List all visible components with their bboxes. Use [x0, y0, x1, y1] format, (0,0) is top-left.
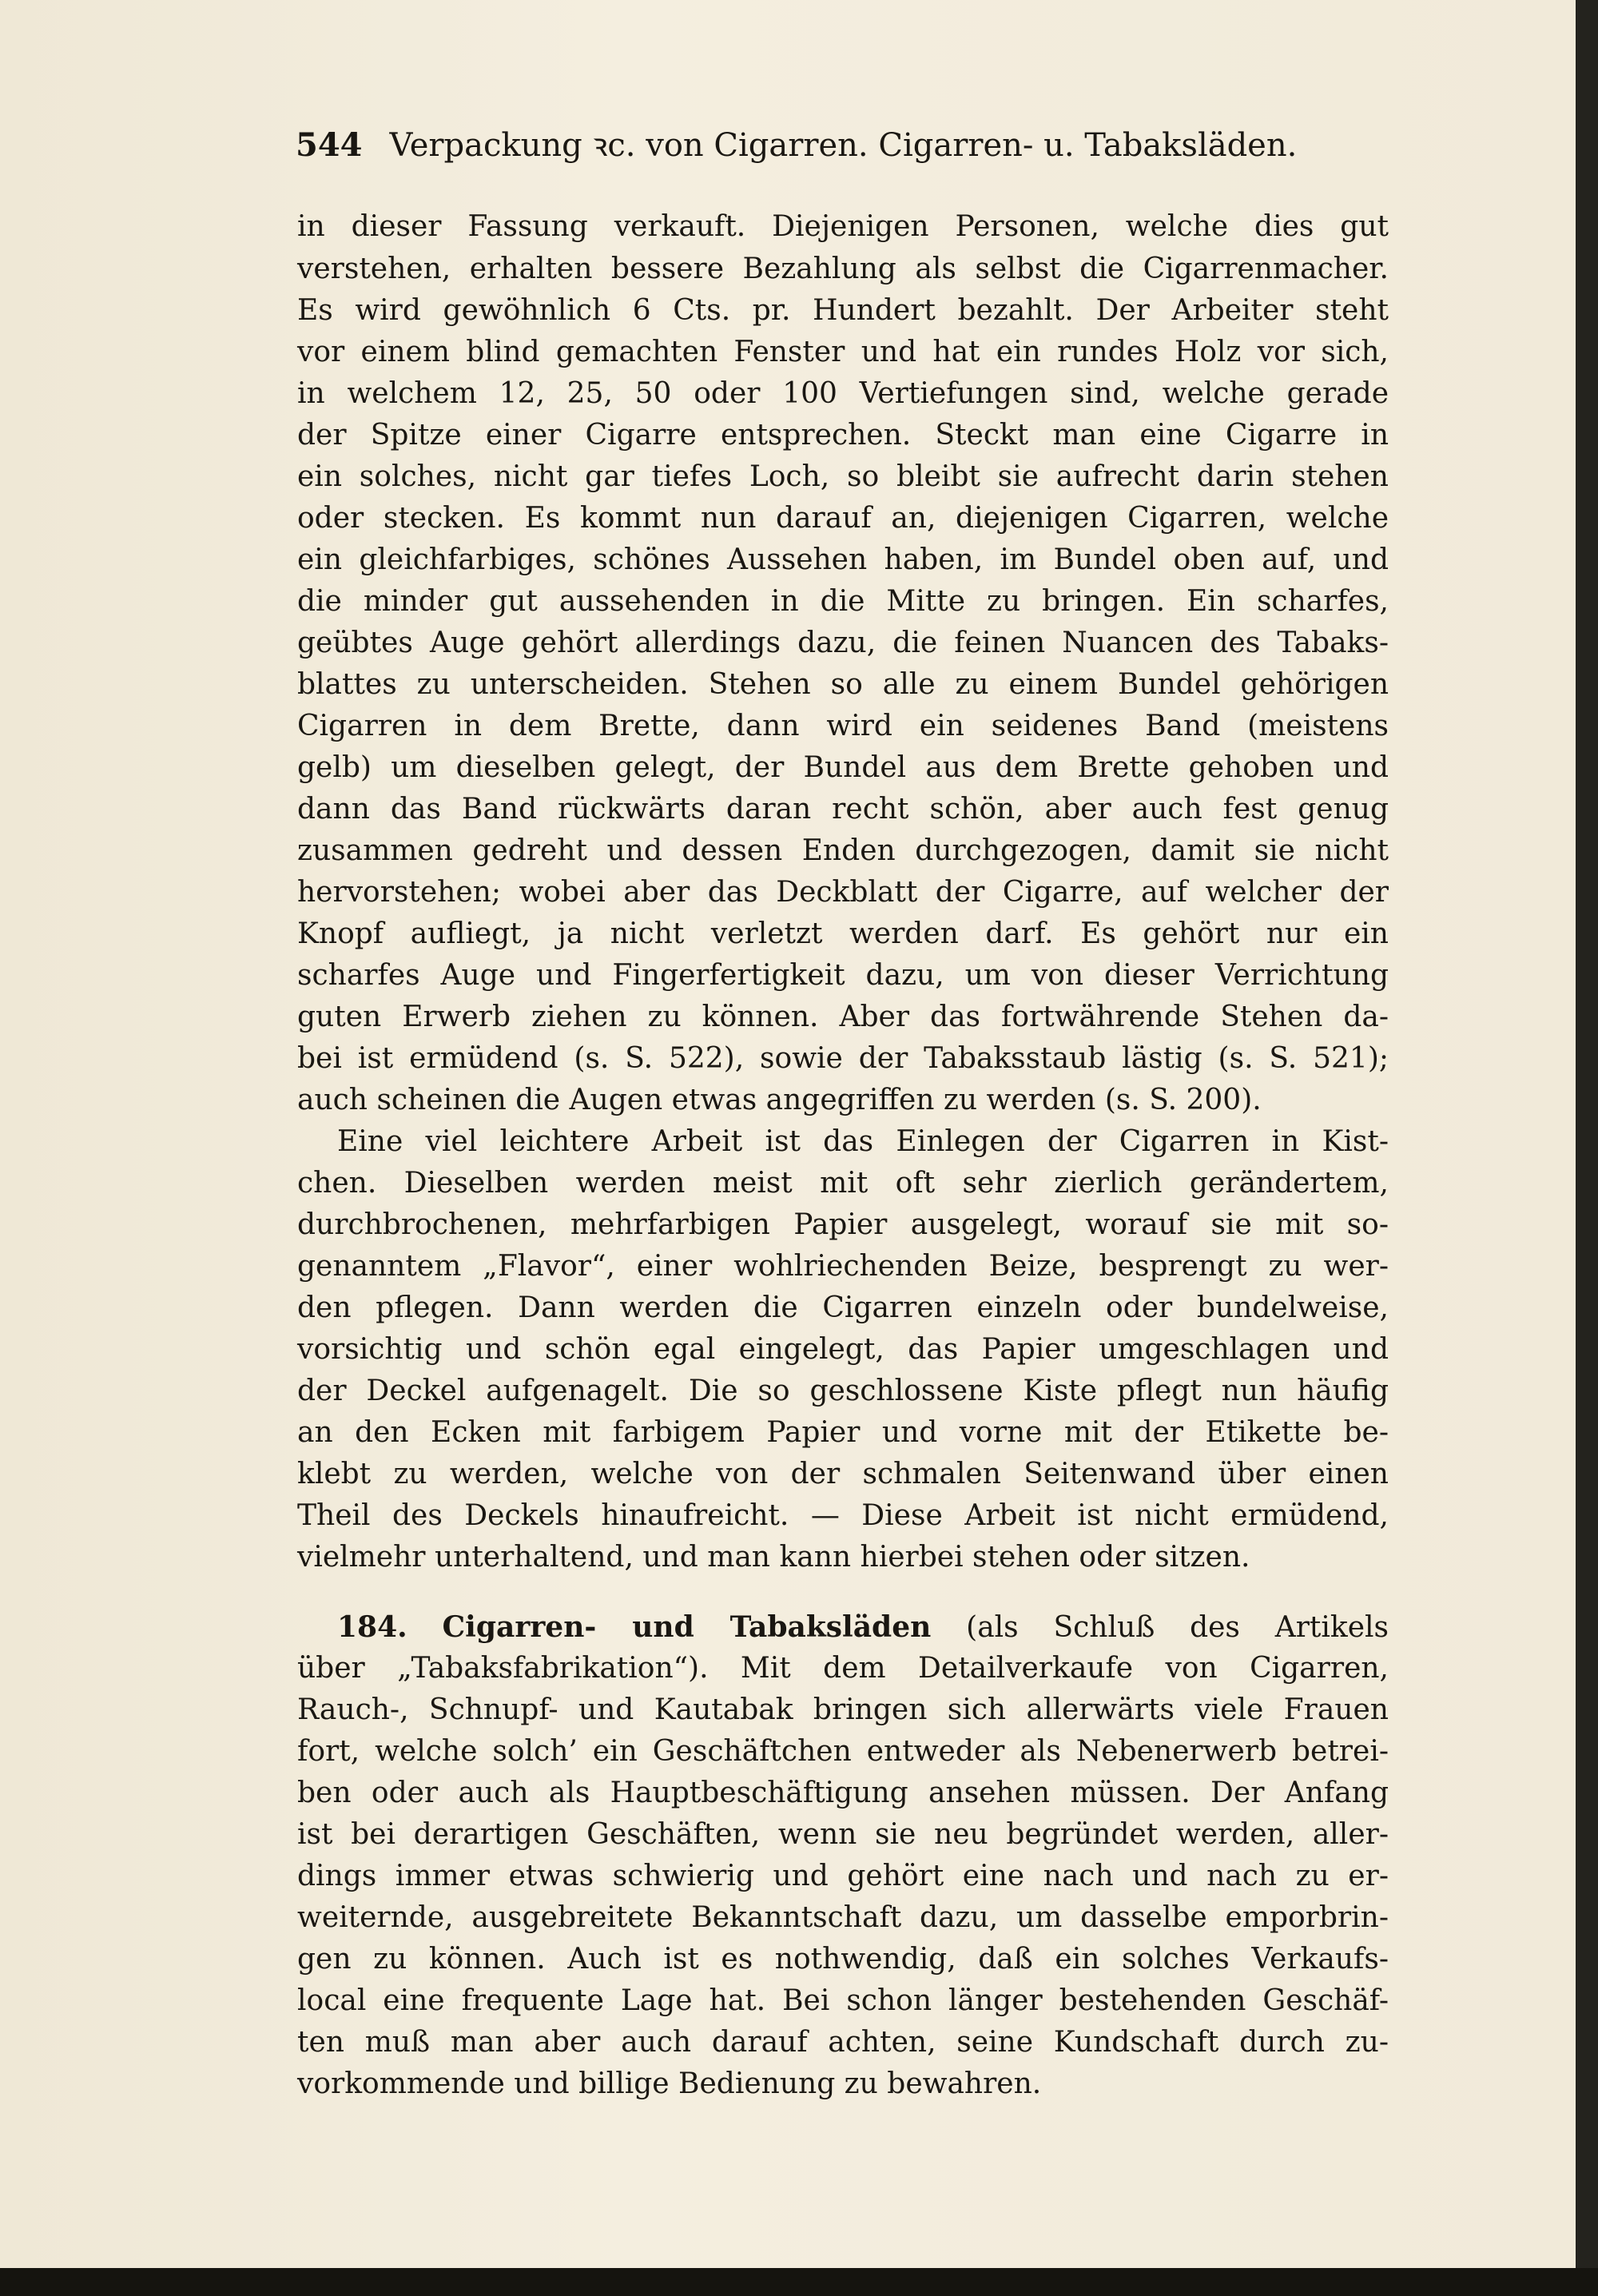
text-line: weiternde, ausgebreitete Bekanntschaft dazu, um dasselbe emporbrin-: [297, 1901, 1389, 1934]
text-line: Eine viel leichtere Arbeit ist das Einlegen der Cigarren in Kist-: [337, 1125, 1389, 1158]
text-line: blattes zu unterscheiden. Stehen so alle zu einem Bundel gehörigen: [297, 668, 1389, 701]
running-title: Verpackung ꝛc. von Cigarren. Cigarren- u. Tabaksläden.: [389, 127, 1298, 164]
text-line: vorsichtig und schön egal eingelegt, das Papier umgeschlagen und: [297, 1333, 1389, 1366]
text-line: in dieser Fassung verkauft. Diejenigen Personen, welche dies gut: [297, 210, 1389, 243]
text-line: ist bei derartigen Geschäften, wenn sie neu begründet werden, aller-: [297, 1818, 1389, 1851]
text-line: Theil des Deckels hinaufreicht. — Diese Arbeit ist nicht ermüdend,: [297, 1499, 1389, 1532]
text-line: verstehen, erhalten bessere Bezahlung als selbst die Cigarrenmacher.: [297, 253, 1389, 285]
text-line: ein solches, nicht gar tiefes Loch, so bleibt sie aufrecht darin stehen: [297, 460, 1389, 493]
text-line: die minder gut aussehenden in die Mitte zu bringen. Ein scharfes,: [297, 585, 1389, 618]
text-line: oder stecken. Es kommt nun darauf an, diejenigen Cigarren, welche: [297, 502, 1389, 535]
text-line: den pflegen. Dann werden die Cigarren einzeln oder bundelweise,: [297, 1291, 1389, 1324]
section-title: Cigarren- und Tabaksläden: [442, 1610, 932, 1644]
text-line: gen zu können. Auch ist es nothwendig, daß ein solches Verkaufs-: [297, 1943, 1389, 1976]
text-line: der Spitze einer Cigarre entsprechen. Steckt man eine Cigarre in: [297, 419, 1389, 452]
text-line: fort, welche solch’ ein Geschäftchen entweder als Nebenerwerb betrei-: [297, 1735, 1389, 1768]
text-line: ten muß man aber auch darauf achten, seine Kundschaft durch zu-: [297, 2026, 1389, 2059]
text-line: Knopf aufliegt, ja nicht verletzt werden darf. Es gehört nur ein: [297, 917, 1389, 950]
text-line: vorkommende und billige Bedienung zu bewahren.: [297, 2067, 1042, 2100]
scan-edge-right: [1576, 0, 1598, 2296]
text-line: vielmehr unterhaltend, und man kann hierbei stehen oder sitzen.: [297, 1541, 1250, 1574]
text-line: dings immer etwas schwierig und gehört eine nach und nach zu er-: [297, 1860, 1389, 1892]
text-line: der Deckel aufgenagelt. Die so geschlossene Kiste pflegt nun häufig: [297, 1375, 1389, 1407]
text-line: scharfes Auge und Fingerfertigkeit dazu, um von dieser Verrichtung: [297, 959, 1389, 992]
text-line: durchbrochenen, mehrfarbigen Papier ausgelegt, worauf sie mit so-: [297, 1208, 1389, 1241]
text-line: Rauch-, Schnupf- und Kautabak bringen sich allerwärts viele Frauen: [297, 1693, 1389, 1726]
text-line: ein gleichfarbiges, schönes Aussehen haben, im Bundel oben auf, und: [297, 543, 1389, 576]
text-line: geübtes Auge gehört allerdings dazu, die feinen Nuancen des Tabaks-: [297, 627, 1389, 659]
text-line: Cigarren in dem Brette, dann wird ein seidenes Band (meistens: [297, 710, 1389, 742]
text-line: zusammen gedreht und dessen Enden durchgezogen, damit sie nicht: [297, 834, 1389, 867]
text-line: an den Ecken mit farbigem Papier und vorne mit der Etikette be-: [297, 1416, 1389, 1449]
page-number: 544: [296, 126, 363, 164]
text-line: Es wird gewöhnlich 6 Cts. pr. Hundert bezahlt. Der Arbeiter steht: [297, 294, 1389, 327]
text-line: hervorstehen; wobei aber das Deckblatt der Cigarre, auf welcher der: [297, 876, 1389, 909]
text-line: dann das Band rückwärts daran recht schön, aber auch fest genug: [297, 793, 1389, 826]
text-line: auch scheinen die Augen etwas angegriffen zu werden (s. S. 200).: [297, 1084, 1262, 1116]
text-line: local eine frequente Lage hat. Bei schon länger bestehenden Geschäf-: [297, 1984, 1389, 2017]
running-header: [296, 121, 1298, 165]
text-line: klebt zu werden, welche von der schmalen Seitenwand über einen: [297, 1458, 1389, 1490]
text-line: über „Tabaksfabrikation“). Mit dem Detailverkaufe von Cigarren,: [297, 1652, 1389, 1685]
text-line: guten Erwerb ziehen zu können. Aber das fortwährende Stehen da-: [297, 1001, 1389, 1033]
text-line: genanntem „Flavor“, einer wohlriechenden Beize, besprengt zu wer-: [297, 1250, 1389, 1283]
text-line: in welchem 12, 25, 50 oder 100 Vertiefungen sind, welche gerade: [297, 377, 1389, 410]
text-line: vor einem blind gemachten Fenster und hat ein rundes Holz vor sich,: [297, 336, 1389, 368]
text-line: bei ist ermüdend (s. S. 522), sowie der Tabaksstaub lästig (s. S. 521);: [297, 1042, 1389, 1075]
section-number: 184.: [337, 1610, 407, 1644]
text-line: gelb) um dieselben gelegt, der Bundel aus dem Brette gehoben und: [297, 751, 1389, 784]
section-heading-line: [297, 1606, 1389, 1649]
scan-edge-bottom: [0, 2268, 1598, 2296]
text-line: ben oder auch als Hauptbeschäftigung ansehen müssen. Der Anfang: [297, 1777, 1389, 1809]
section-first-line-text: (als Schluß des Artikels: [966, 1611, 1389, 1644]
text-line: chen. Dieselben werden meist mit oft sehr zierlich gerändertem,: [297, 1167, 1389, 1200]
